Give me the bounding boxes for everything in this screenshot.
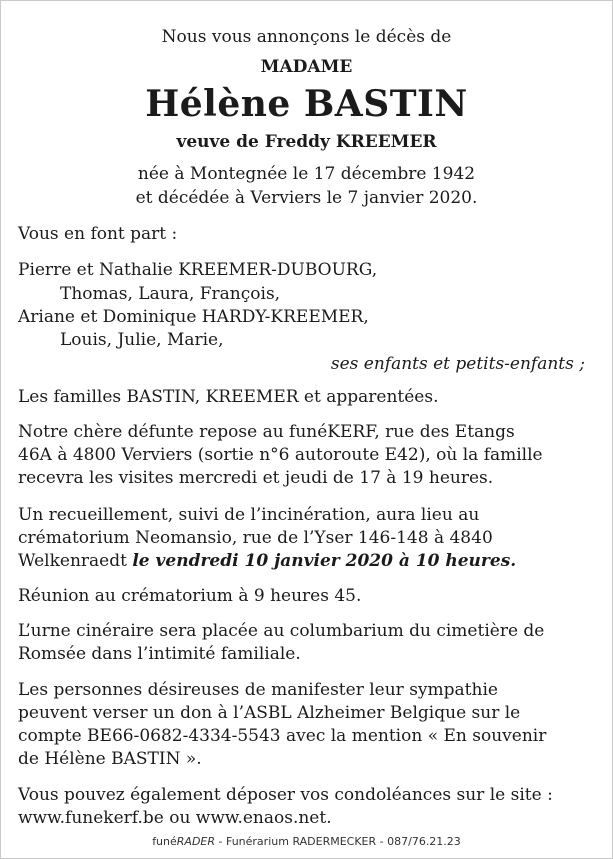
family-line: Louis, Julie, Marie, (60, 330, 224, 350)
funeral-home-footer (0, 835, 613, 849)
urn-line: Romsée dans l’intimité familiale. (18, 644, 301, 664)
donation-line: Les personnes désireuses de manifester leur sympathie (18, 680, 498, 700)
family-intro: Vous en font part : (18, 224, 178, 244)
family-line: Thomas, Laura, François, (60, 284, 281, 304)
donation-line: compte BE66-0682-4334-5543 avec la mention « En souvenir (18, 726, 547, 746)
footer-brand-prefix: funé (152, 835, 177, 848)
meeting-line: Réunion au crématorium à 9 heures 45. (18, 586, 362, 606)
ceremony-place: Welkenraedt (18, 551, 133, 571)
widow-line: veuve de Freddy KREEMER (176, 132, 437, 152)
urn-line: L’urne cinéraire sera placée au columbarium du cimetière de (18, 621, 545, 641)
family-line: Pierre et Nathalie KREEMER-DUBOURG, (18, 260, 378, 280)
repose-line: Notre chère défunte repose au funéKERF, rue des Etangs (18, 422, 515, 442)
family-line: Ariane et Dominique HARDY-KREEMER, (18, 307, 369, 327)
donation-line: peuvent verser un don à l’ASBL Alzheimer Belgique sur le (18, 703, 521, 723)
death-line: et décédée à Verviers le 7 janvier 2020. (135, 188, 478, 208)
ceremony-line: Un recueillement, suivi de l’incinération, aura lieu au (18, 505, 480, 525)
condolences-link[interactable]: www.funekerf.be ou www.enaos.net. (18, 808, 332, 828)
footer-contact: - Funérarium RADERMECKER - 087/76.21.23 (215, 835, 461, 848)
footer-brand-suffix: RADER (176, 835, 216, 848)
ceremony-date: le vendredi 10 janvier 2020 à 10 heures. (132, 551, 517, 571)
families-line: Les familles BASTIN, KREEMER et apparentées. (18, 387, 439, 407)
deceased-name: Hélène BASTIN (145, 83, 468, 125)
donation-line: de Hélène BASTIN ». (18, 749, 202, 769)
condolences-line: Vous pouvez également déposer vos condoléances sur le site : (18, 785, 553, 805)
notice-title: MADAME (260, 57, 353, 77)
ceremony-line (18, 550, 516, 573)
repose-line: recevra les visites mercredi et jeudi de 17 à 19 heures. (18, 468, 494, 488)
ceremony-line: crématorium Neomansio, rue de l’Yser 146-148 à 4840 (18, 528, 493, 548)
repose-line: 46A à 4800 Verviers (sortie n°6 autoroute E42), où la famille (18, 445, 543, 465)
notice-intro: Nous vous annonçons le décès de (161, 27, 452, 47)
family-relation: ses enfants et petits-enfants ; (330, 354, 585, 374)
birth-line: née à Montegnée le 17 décembre 1942 (137, 164, 476, 184)
